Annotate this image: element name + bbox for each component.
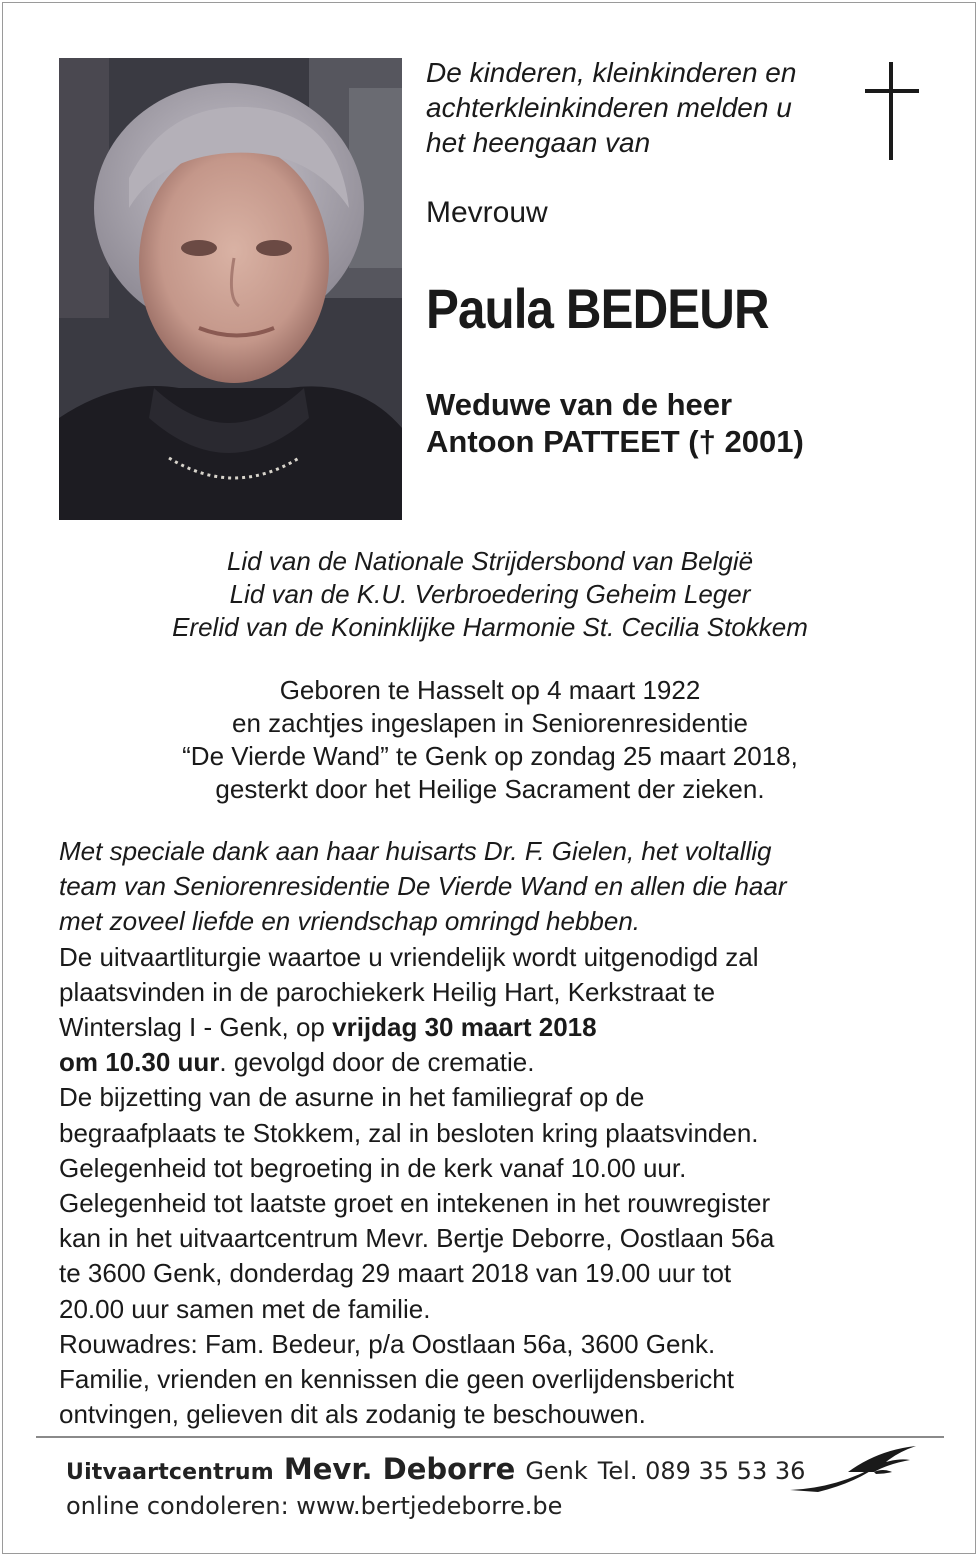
deceased-name: Paula BEDEUR — [426, 277, 769, 340]
footer-company — [66, 1452, 805, 1486]
portrait-photo — [59, 58, 402, 520]
title-prefix: Mevrouw — [426, 196, 548, 229]
footer-divider — [36, 1436, 944, 1438]
memberships: Lid van de Nationale Strijdersbond van België Lid van de K.U. Verbroedering Geheim Leger Erelid van de Koninklijke Harmonie St. Cecilia Stokkem — [172, 546, 808, 642]
widow-info: Weduwe van de heer Antoon PATTEET († 2001) — [426, 387, 804, 459]
intro-text: De kinderen, kleinkinderen en achterkleinkinderen melden u het heengaan van — [426, 57, 797, 158]
bird-logo-icon — [788, 1442, 918, 1494]
company-city: Genk — [525, 1457, 588, 1485]
body-text — [59, 834, 939, 1432]
birth-death-info: Geboren te Hasselt op 4 maart 1922 en zachtjes ingeslapen in Seniorenresidentie “De Vierde Wand” te Genk op zondag 25 maart 2018, gesterkt door het Heilige Sacrament der zieken. — [182, 675, 798, 804]
funeral-time: om 10.30 uur — [59, 1047, 220, 1078]
online-condolences: online condoleren: www.bertjedeborre.be — [66, 1492, 563, 1520]
cross-icon — [862, 62, 922, 160]
funeral-info: De uitvaartliturgie waartoe u vriendelijk wordt uitgenodigd zal plaatsvinden in de parochiekerk Heilig Hart, Kerkstraat te Winterslag I - Genk, op vrijdag 30 maart 2018 om 10.30 uur. gevolgd door de crematie. — [59, 941, 759, 1078]
thanks-text: Met speciale dank aan haar huisarts Dr. F. Gielen, het voltallig team van Seniorenresidentie De Vierde Wand en allen die haar met zoveel liefde en vriendschap omringd hebben. — [59, 836, 787, 937]
funeral-date: vrijdag 30 maart 2018 — [332, 1012, 597, 1043]
company-phone: Tel. 089 35 53 36 — [597, 1457, 806, 1485]
company-label: Uitvaartcentrum — [66, 1460, 274, 1485]
company-name: Mevr. Deborre — [283, 1452, 516, 1486]
details-text: De bijzetting van de asurne in het familiegraf op de begraafplaats te Stokkem, zal in besloten kring plaatsvinden. Gelegenheid tot begroeting in de kerk vanaf 10.00 uur. Gelegenheid tot laatste groet en intekenen in het rouwregister kan in het uitvaartcentrum Mevr. Bertje Deborre, Oostlaan 56a te 3600 Genk, donderdag 29 maart 2018 van 19.00 uur tot 20.00 uur samen met de familie. Rouwadres: Fam. Bedeur, p/a Oostlaan 56a, 3600 Genk. Familie, vrienden en kennissen die geen overlijdensbericht ontvingen, gelieven dit als zodanig te beschouwen. — [59, 1082, 775, 1430]
